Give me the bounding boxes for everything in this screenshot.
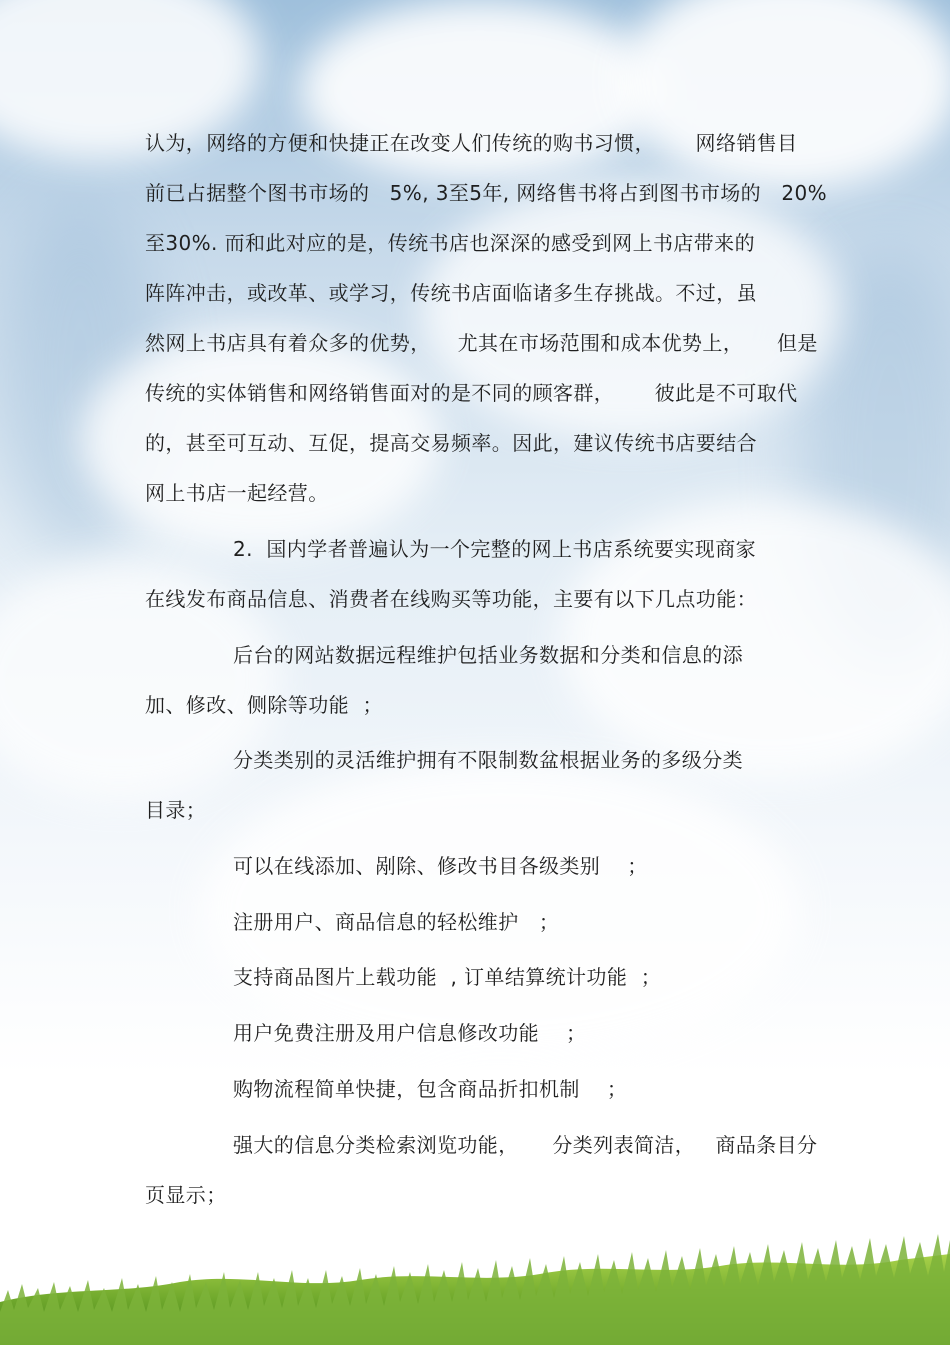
paragraph-line: 2. 国内学者普遍认为一个完整的网上书店系统要实现商家 xyxy=(233,537,756,561)
paragraph-line: 阵阵冲击，或改革、或学习，传统书店面临诸多生存挑战。不过，虽 xyxy=(145,281,757,305)
paragraph-line: 目录； xyxy=(145,798,207,822)
paragraph-line: 传统的实体销售和网络销售面对的是不同的顾客群， 彼此是不可取代 xyxy=(145,381,798,405)
paragraph-line: 在线发布商品信息、消费者在线购买等功能，主要有以下几点功能： xyxy=(145,587,757,611)
list-item: 用户免费注册及用户信息修改功能 ； xyxy=(233,1021,587,1045)
list-item: 注册用户、商品信息的轻松维护 ； xyxy=(233,910,560,934)
list-item: 购物流程简单快捷，包含商品折扣机制 ； xyxy=(233,1077,628,1101)
list-item: 支持商品图片上载功能 , 订单结算统计功能 ； xyxy=(233,965,662,989)
paragraph-line: 加、修改、侧除等功能 ； xyxy=(145,693,383,717)
paragraph-line: 至30%. 而和此对应的是，传统书店也深深的感受到网上书店带来的 xyxy=(145,231,755,255)
paragraph-line: 后台的网站数据远程维护包括业务数据和分类和信息的添 xyxy=(233,643,743,667)
paragraph-line: 网上书店一起经营。 xyxy=(145,481,329,505)
paragraph-line: 分类类别的灵活维护拥有不限制数盆根据业务的多级分类 xyxy=(233,748,743,772)
paragraph-line: 页显示； xyxy=(145,1183,227,1207)
list-item: 可以在线添加、剐除、修改书目各级类别 ； xyxy=(233,854,648,878)
paragraph-line: 的，甚至可互动、互促，提高交易频率。因此，建议传统书店要结合 xyxy=(145,431,757,455)
paragraph-line: 然网上书店具有着众多的优势， 尤其在市场范围和成本优势上， 但是 xyxy=(145,331,818,355)
paragraph-line: 强大的信息分类检索浏览功能， 分类列表简洁， 商品条目分 xyxy=(233,1133,818,1157)
paragraph-line: 认为，网络的方便和快捷正在改变人们传统的购书习惯， 网络销售目 xyxy=(145,131,798,155)
paragraph-line: 前已占据整个图书市场的 5%, 3至5年, 网络售书将占到图书市场的 20% xyxy=(145,181,828,205)
